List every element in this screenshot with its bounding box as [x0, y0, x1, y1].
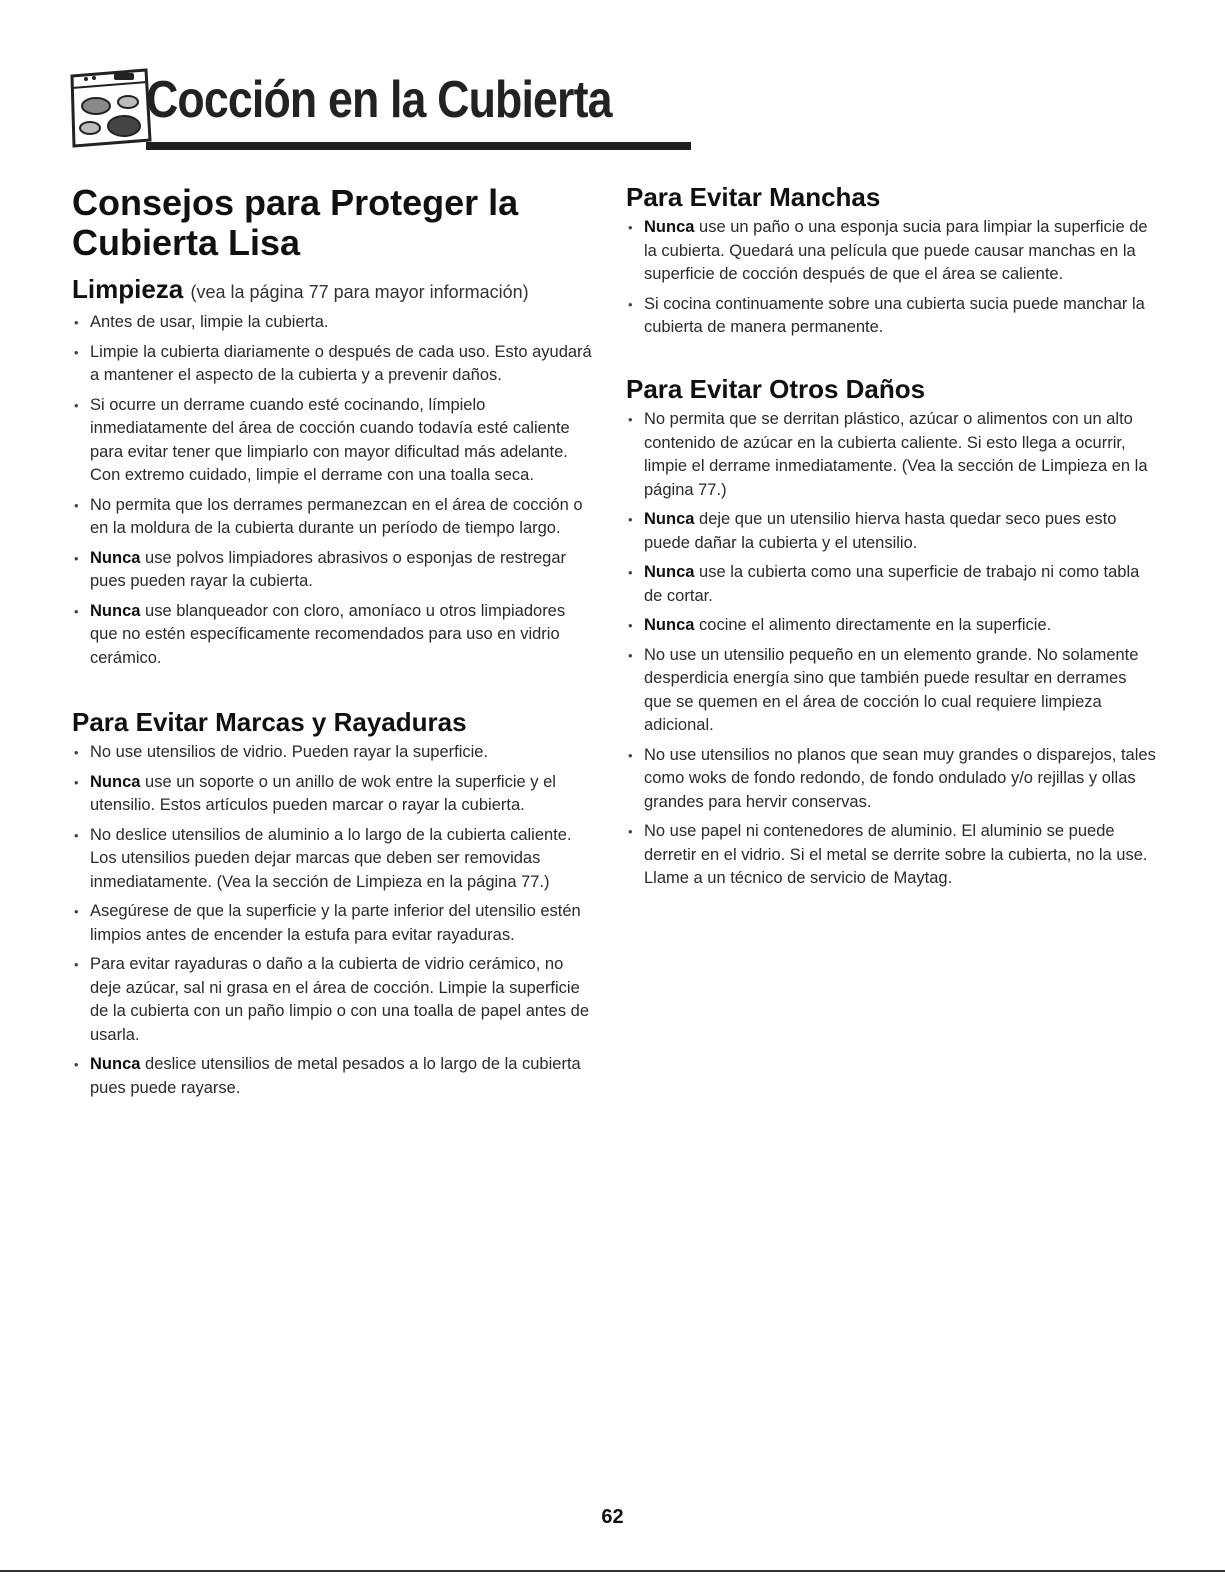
page-number: 62: [601, 1506, 624, 1528]
list-item: [72, 494, 597, 541]
list-item: [626, 644, 1156, 738]
emphasis-lead: Nunca: [90, 1055, 141, 1073]
emphasis-lead: Nunca: [644, 563, 695, 581]
list-limpieza: [72, 311, 597, 670]
emphasis-lead: Nunca: [644, 616, 695, 634]
list-item-text: Limpie la cubierta diariamente o después de cada uso. Esto ayudará a mantener el aspecto de la cubierta y a prevenir daños.: [90, 342, 592, 384]
heading-manchas: Para Evitar Manchas: [626, 182, 881, 212]
section-limpieza: [72, 274, 597, 676]
emphasis-lead: Nunca: [90, 772, 141, 791]
list-item-text: use la cubierta como una superficie de trabajo ni como tabla de cortar.: [644, 563, 1140, 605]
heading-limpieza-text: Limpieza: [72, 274, 184, 304]
banner-underline: [146, 142, 691, 150]
banner-title: Cocción en la Cubierta: [146, 71, 612, 129]
list-item: [626, 408, 1156, 502]
section-otros: [626, 374, 1156, 897]
list-item: [72, 341, 597, 388]
list-item: [72, 600, 597, 671]
list-item: [626, 508, 1156, 555]
heading-limpieza-note: (vea la página 77 para mayor información): [190, 282, 529, 302]
list-item-text: Para evitar rayaduras o daño a la cubierta de vidrio cerámico, no deje azúcar, sal ni grasa en el área de cocción. Limpie la superficie de la cubierta con un paño limpio o con una toalla de papel antes de usarla.: [90, 955, 590, 1044]
list-item-text: deslice utensilios de metal pesados a lo largo de la cubierta pues puede rayarse.: [90, 1055, 581, 1097]
list-item-text: No use utensilios de vidrio. Pueden rayar la superficie.: [90, 743, 489, 761]
section-marcas: [72, 707, 597, 1106]
heading-otros: Para Evitar Otros Daños: [626, 374, 926, 404]
section-banner: [66, 66, 626, 150]
list-item-text: No permita que los derrames permanezcan en el área de cocción o en la moldura de la cubierta durante un período de tiempo largo.: [90, 495, 583, 537]
list-item: [626, 614, 1156, 638]
list-item-text: Si cocina continuamente sobre una cubierta sucia puede manchar la cubierta de manera permanente.: [644, 294, 1145, 336]
emphasis-lead: Nunca: [90, 601, 141, 620]
emphasis-lead: Nunca: [644, 510, 695, 528]
list-item: [626, 561, 1156, 608]
emphasis-lead: Nunca: [644, 218, 695, 236]
list-item-text: cocine el alimento directamente en la superficie.: [699, 616, 1052, 634]
list-item-text: No use utensilios no planos que sean muy grandes o disparejos, tales como woks de fondo redondo, de fondo ondulado y/o rejillas y ollas grandes para hervir conservas.: [644, 745, 1156, 811]
list-item: [626, 293, 1156, 340]
heading-limpieza: [72, 274, 597, 307]
list-item-text: use un soporte o un anillo de wok entre la superficie y el utensilio. Estos artículos pueden marcar o rayar la cubierta.: [90, 772, 556, 814]
list-item-text: Antes de usar, limpie la cubierta.: [90, 313, 329, 331]
list-item: [72, 1053, 597, 1100]
list-item: [72, 741, 597, 765]
list-item: [626, 216, 1156, 287]
list-item-text: No use papel ni contenedores de aluminio. El aluminio se puede derretir en el vidrio. Si el metal se derrite sobre la cubierta, no la use. Llame a un técnico de servicio de Maytag.: [644, 822, 1148, 887]
list-item: [626, 820, 1156, 891]
list-otros: [626, 408, 1156, 891]
list-item: [72, 771, 597, 818]
list-item: [72, 824, 597, 895]
list-item: [72, 394, 597, 488]
bottom-rule: [0, 1570, 1225, 1572]
list-item-text: deje que un utensilio hierva hasta quedar seco pues esto puede dañar la cubierta y el utensilio.: [644, 510, 1117, 552]
list-item: [72, 547, 597, 594]
heading-marcas: Para Evitar Marcas y Rayaduras: [72, 707, 467, 737]
list-item: [72, 311, 597, 335]
list-item-text: No use un utensilio pequeño en un elemento grande. No solamente desperdicia energía sino que también puede resultar en derrames que se quemen en el área de cocción lo cual requiere limpieza adicional.: [644, 645, 1139, 734]
cooktop-icon: [66, 66, 156, 150]
list-manchas: [626, 216, 1156, 340]
list-item: [626, 744, 1156, 815]
list-item: [72, 900, 597, 947]
main-title: Consejos para Proteger la Cubierta Lisa: [72, 182, 519, 263]
list-item: [72, 953, 597, 1047]
emphasis-lead: Nunca: [90, 548, 141, 567]
list-item-text: No permita que se derritan plástico, azúcar o alimentos con un alto contenido de azúcar en la cubierta caliente. Si esto llega a ocurrir, limpie el derrame inmediatamente. (Vea la sección de Limpieza en la página 77.): [644, 410, 1148, 499]
section-manchas: [626, 182, 1156, 346]
list-item-text: Asegúrese de que la superficie y la parte inferior del utensilio estén limpios antes de encender la estufa para evitar rayaduras.: [90, 902, 581, 944]
list-item-text: use polvos limpiadores abrasivos o esponjas de restregar pues pueden rayar la cubierta.: [90, 548, 567, 590]
list-item-text: Si ocurre un derrame cuando esté cocinando, límpielo inmediatamente del área de cocción cuando todavía esté caliente para evitar tener que limpiarlo con mayor dificultad más adelante. Con extremo cuidado, limpie el derrame con una toalla seca.: [90, 395, 570, 484]
list-item-text: No deslice utensilios de aluminio a lo largo de la cubierta caliente. Los utensilios pueden dejar marcas que deben ser removidas inmediatamente. (Vea la sección de Limpieza en la página 77.): [90, 825, 572, 891]
list-item-text: use un paño o una esponja sucia para limpiar la superficie de la cubierta. Quedará una película que puede causar manchas en la superficie de cocción después de que el área se caliente.: [644, 218, 1148, 283]
list-marcas: [72, 741, 597, 1100]
list-item-text: use blanqueador con cloro, amoníaco u otros limpiadores que no estén específicamente recomendados para uso en vidrio cerámico.: [90, 601, 566, 667]
